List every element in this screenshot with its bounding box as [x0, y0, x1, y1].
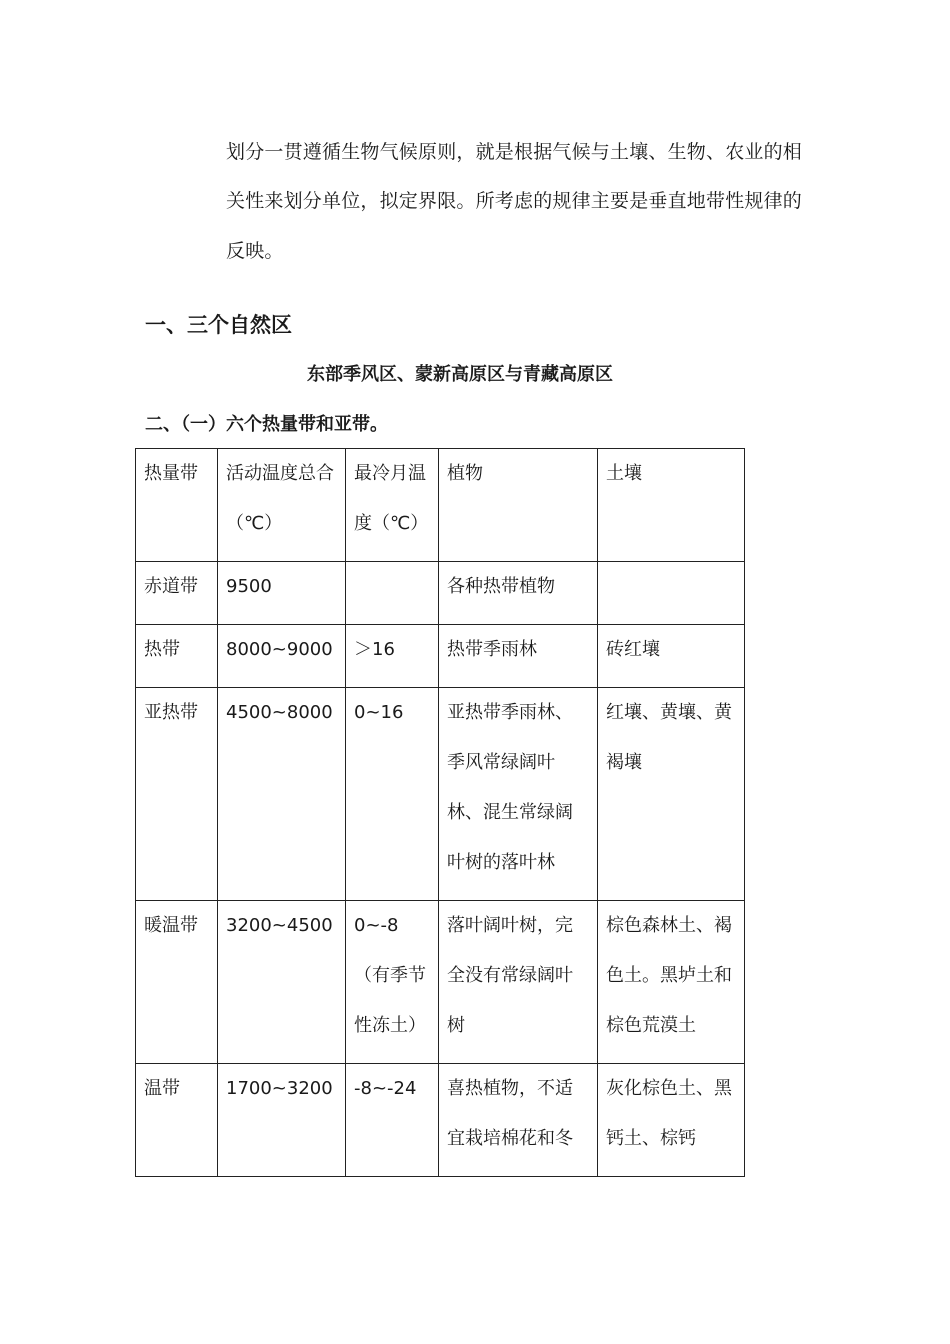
table-cell: 落叶阔叶树，完全没有常绿阔叶树 — [439, 901, 598, 1064]
intro-line-3: 反映。 — [226, 240, 284, 262]
table-row — [136, 688, 745, 901]
table-cell: 红壤、黄壤、黄褐壤 — [598, 688, 745, 901]
table-header-row — [136, 449, 745, 562]
table-cell: 暖温带 — [136, 901, 218, 1064]
table-cell — [598, 562, 745, 625]
header-cell: 活动温度总合（℃） — [218, 449, 346, 562]
table-cell: 亚热带 — [136, 688, 218, 901]
table-cell — [346, 562, 439, 625]
table-row — [136, 1064, 745, 1177]
table-row — [136, 562, 745, 625]
header-cell: 植物 — [439, 449, 598, 562]
regions-title: 东部季风区、蒙新高原区与青藏高原区 — [307, 364, 613, 385]
table-cell: 赤道带 — [136, 562, 218, 625]
section-one-heading: 一、三个自然区 — [145, 313, 292, 337]
header-cell: 热量带 — [136, 449, 218, 562]
table-cell: 喜热植物，不适宜栽培棉花和冬 — [439, 1064, 598, 1177]
intro-line-1: 划分一贯遵循生物气候原则，就是根据气候与土壤、生物、农业的相 — [226, 141, 803, 163]
table-cell: 亚热带季雨林、季风常绿阔叶林、混生常绿阔叶树的落叶林 — [439, 688, 598, 901]
header-cell: 土壤 — [598, 449, 745, 562]
table-cell: ＞16 — [346, 625, 439, 688]
table-cell: 热带季雨林 — [439, 625, 598, 688]
table-cell: -8~-24 — [346, 1064, 439, 1177]
table-cell: 砖红壤 — [598, 625, 745, 688]
table-cell: 1700~3200 — [218, 1064, 346, 1177]
table-cell: 热带 — [136, 625, 218, 688]
table-cell: 4500~8000 — [218, 688, 346, 901]
table-row — [136, 625, 745, 688]
intro-line-2: 关性来划分单位，拟定界限。所考虑的规律主要是垂直地带性规律的 — [226, 190, 803, 212]
table-cell: 温带 — [136, 1064, 218, 1177]
table-cell: 8000~9000 — [218, 625, 346, 688]
table-cell: 3200~4500 — [218, 901, 346, 1064]
section-two-heading: 二、（一）六个热量带和亚带。 — [145, 414, 388, 435]
header-cell: 最冷月温度（℃） — [346, 449, 439, 562]
heat-zone-table — [135, 448, 745, 1177]
table-cell: 灰化棕色土、黑钙土、棕钙 — [598, 1064, 745, 1177]
table-cell: 0~16 — [346, 688, 439, 901]
table-cell: 棕色森林土、褐色土。黑垆土和棕色荒漠土 — [598, 901, 745, 1064]
table-cell: 9500 — [218, 562, 346, 625]
table-cell: 0~-8（有季节性冻土） — [346, 901, 439, 1064]
table-row — [136, 901, 745, 1064]
table-cell: 各种热带植物 — [439, 562, 598, 625]
